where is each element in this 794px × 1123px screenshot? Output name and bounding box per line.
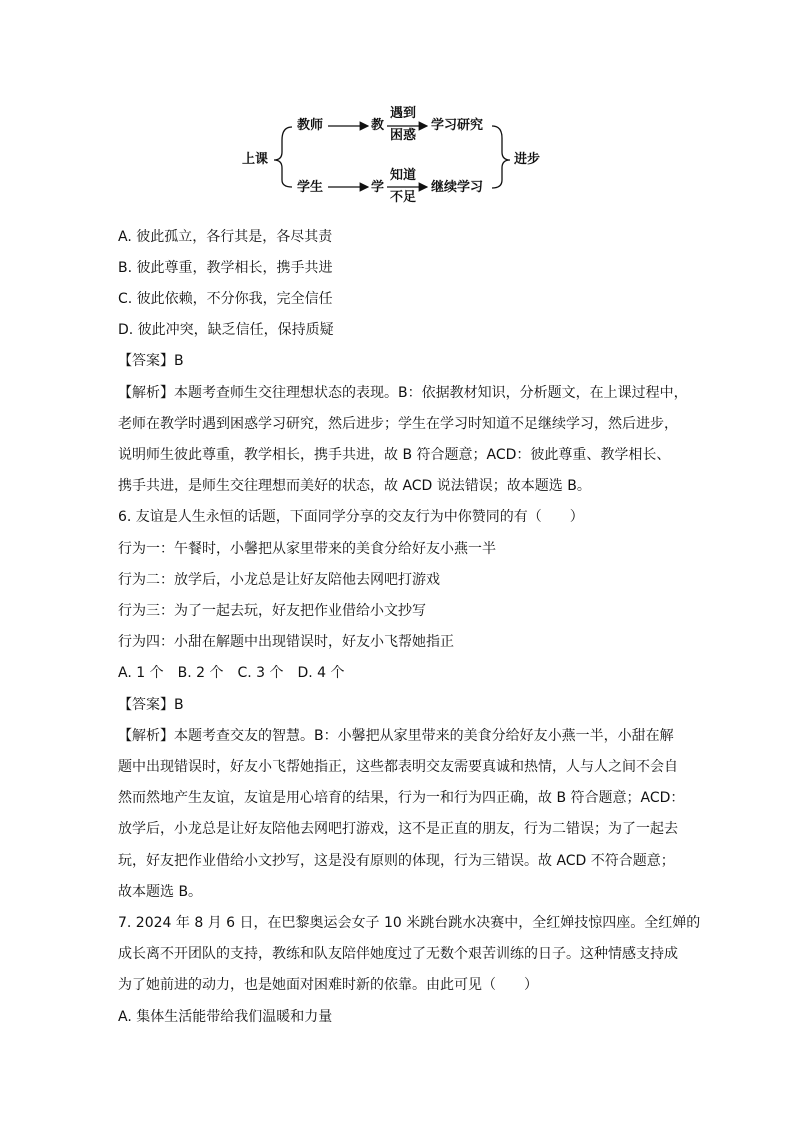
diagram-top-cond-top: 遇到 <box>390 106 417 121</box>
question-7-line-2: 成长离不开团队的支持，教练和队友陪伴她度过了无数个艰苦训练的日子。这种情感支持成 <box>118 946 678 962</box>
behavior-3: 行为三：为了一起去玩，好友把作业借给小文抄写 <box>118 603 426 619</box>
option-c: C. 彼此依赖，不分你我，完全信任 <box>118 291 333 307</box>
analysis-6-line-6: 故本题选 B。 <box>118 884 203 900</box>
analysis-5-line-1: 【解析】本题考查师生交往理想状态的表现。B：依据教材知识，分析题文，在上课过程中， <box>118 385 688 401</box>
diagram-bottom-cond-top: 知道 <box>390 168 417 183</box>
option-a: A. 彼此孤立，各行其是，各尽其责 <box>118 229 333 245</box>
diagram-top-cond-bottom: 困惑 <box>390 128 417 143</box>
answer-6: 【答案】B <box>118 697 184 713</box>
behavior-2: 行为二：放学后，小龙总是让好友陪他去网吧打游戏 <box>118 572 440 588</box>
analysis-5-line-2: 老师在教学时遇到困惑学习研究，然后进步；学生在学习时知道不足继续学习，然后进步， <box>118 416 678 432</box>
diagram-bottom-cond-bottom: 不足 <box>390 190 417 205</box>
question-7-line-1: 7. 2024 年 8 月 6 日，在巴黎奥运会女子 10 米跳台跳水决赛中，全红婵技惊四座。全红婵的 <box>118 915 701 931</box>
analysis-6-line-4: 放学后，小龙总是让好友陪他去网吧打游戏，这不是正直的朋友，行为二错误；为了一起去 <box>118 821 678 837</box>
diagram-teach: 教 <box>371 118 385 133</box>
answer-5: 【答案】B <box>118 353 184 369</box>
diagram-student: 学生 <box>297 180 324 195</box>
question-7-line-3: 为了她前进的动力，也是她面对困难时新的依靠。由此可见（ ） <box>118 977 538 993</box>
diagram-right-label: 进步 <box>514 152 541 167</box>
right-brace <box>492 126 510 188</box>
diagram-top-result: 学习研究 <box>431 118 484 133</box>
analysis-5-line-4: 携手共进，是师生交往理想而美好的状态，故 ACD 说法错误；故本题选 B。 <box>118 478 591 494</box>
analysis-5-line-3: 说明师生彼此尊重，教学相长，携手共进，故 B 符合题意；ACD：彼此尊重、教学相长、 <box>118 447 671 463</box>
diagram-learn: 学 <box>371 180 385 195</box>
analysis-6-line-1: 【解析】本题考查交友的智慧。B：小馨把从家里带来的美食分给好友小燕一半，小甜在解 <box>118 728 674 744</box>
diagram-teacher: 教师 <box>297 118 324 133</box>
left-brace <box>274 127 292 187</box>
diagram-left-label: 上课 <box>242 152 269 167</box>
diagram-bottom-result: 继续学习 <box>431 180 484 195</box>
question-6-options: A. 1 个 B. 2 个 C. 3 个 D. 4 个 <box>118 665 345 681</box>
behavior-4: 行为四：小甜在解题中出现错误时，好友小飞帮她指正 <box>118 634 454 650</box>
analysis-6-line-2: 题中出现错误时，好友小飞帮她指正，这些都表明交友需要真诚和热情，人与人之间不会自 <box>118 759 678 775</box>
question-6: 6. 友谊是人生永恒的话题，下面同学分享的交友行为中你赞同的有（ ） <box>118 509 584 525</box>
behavior-1: 行为一：午餐时，小馨把从家里带来的美食分给好友小燕一半 <box>118 541 496 557</box>
teacher-student-diagram <box>230 100 560 210</box>
analysis-6-line-5: 玩，好友把作业借给小文抄写，这是没有原则的体现，行为三错误。故 ACD 不符合题意； <box>118 853 675 869</box>
analysis-6-line-3: 然而然地产生友谊，友谊是用心培育的结果，行为一和行为四正确，故 B 符合题意；ACD： <box>118 790 685 806</box>
question-7-option-a: A. 集体生活能带给我们温暖和力量 <box>118 1009 333 1025</box>
option-b: B. 彼此尊重，教学相长，携手共进 <box>118 260 333 276</box>
option-d: D. 彼此冲突，缺乏信任，保持质疑 <box>118 322 334 338</box>
